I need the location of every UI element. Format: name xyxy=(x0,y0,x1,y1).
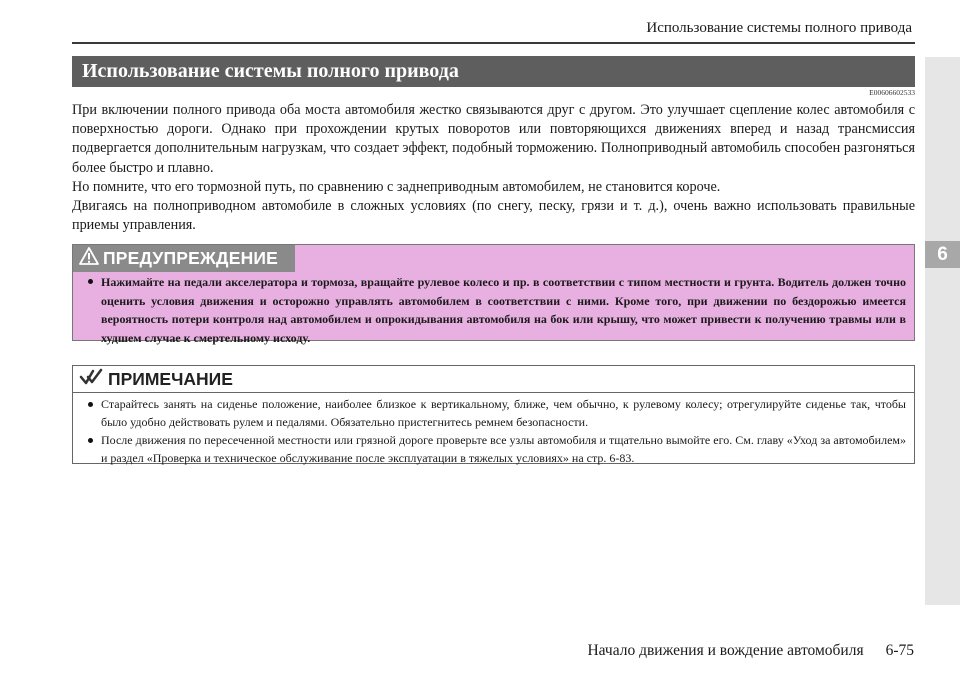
body-paragraph: Двигаясь на полноприводном автомобиле в сложных условиях (по снегу, песку, грязи и т. д.), очень важно использовать правильные приемы управления. xyxy=(72,198,915,234)
body-paragraph: При включении полного привода оба моста автомобиля жестко связываются друг с другом. Это улучшает сцепление колес автомобиля с поверхностью дороги. Однако при прохождении крутых поворотов или повторяющихся движениях вперед и назад трансмиссия подвергается дополнительным нагрузкам, что создает эффект, подобный торможению. Полноприводный автомобиль способен разгоняться более быстро и плавно. xyxy=(72,102,915,176)
page-number: 6-75 xyxy=(885,642,914,659)
warning-item-text: Нажимайте на педали акселератора и тормоза, вращайте рулевое колесо и пр. в соответствии с типом местности и грунта. Водитель должен точно оценить условия движения и осторожно управлять автомобилем в соответствии с ними. Кроме того, при движении по бездорожью имеется вероятность потери контроля над автомобилем и опрокидывания автомобиля на бок или крышу, что может привести к получению травмы или в худшем случае к смертельному исходу. xyxy=(101,275,906,345)
note-check-icon xyxy=(79,368,103,391)
note-title: ПРИМЕЧАНИЕ xyxy=(108,368,233,389)
bullet-icon xyxy=(88,438,93,443)
note-item xyxy=(85,396,906,431)
note-item xyxy=(85,432,906,467)
document-code: E00606602533 xyxy=(869,88,915,97)
page-footer xyxy=(587,642,914,660)
warning-header xyxy=(73,245,295,272)
note-body xyxy=(85,396,906,467)
warning-title: ПРЕДУПРЕЖДЕНИЕ xyxy=(103,248,279,268)
body-paragraph: Но помните, что его тормозной путь, по сравнению с заднеприводным автомобилем, не становится короче. xyxy=(72,178,721,195)
running-head: Использование системы полного привода xyxy=(646,20,912,36)
footer-chapter-title: Начало движения и вождение автомобиля xyxy=(587,642,864,659)
note-box xyxy=(72,365,915,464)
bullet-icon xyxy=(88,402,93,407)
note-item-text: После движения по пересеченной местности или грязной дороге проверьте все узлы автомобиля и тщательно вымойте его. См. главу «Уход за автомобилем» и раздел «Проверка и техническое обслуживание после эксплуатации в тяжелых условиях» на стр. 6-83. xyxy=(101,433,906,465)
body-text xyxy=(72,101,915,235)
chapter-sidebar xyxy=(925,57,960,605)
warning-body xyxy=(85,273,906,347)
note-header xyxy=(73,366,914,393)
bullet-icon xyxy=(88,279,93,284)
section-title: Использование системы полного привода xyxy=(72,56,915,87)
top-rule xyxy=(72,42,915,44)
chapter-tab[interactable]: 6 xyxy=(925,241,960,268)
note-item-text: Старайтесь занять на сиденье положение, наиболее близкое к вертикальному, ближе, чем обычно, к рулевому колесу; отрегулируйте сиденье так, чтобы было удобно действовать рулем и педалями. Обязательно пристегнитесь ремнем безопасности. xyxy=(101,397,906,429)
warning-item xyxy=(85,273,906,347)
warning-box xyxy=(72,244,915,345)
warning-triangle-icon xyxy=(79,247,99,270)
